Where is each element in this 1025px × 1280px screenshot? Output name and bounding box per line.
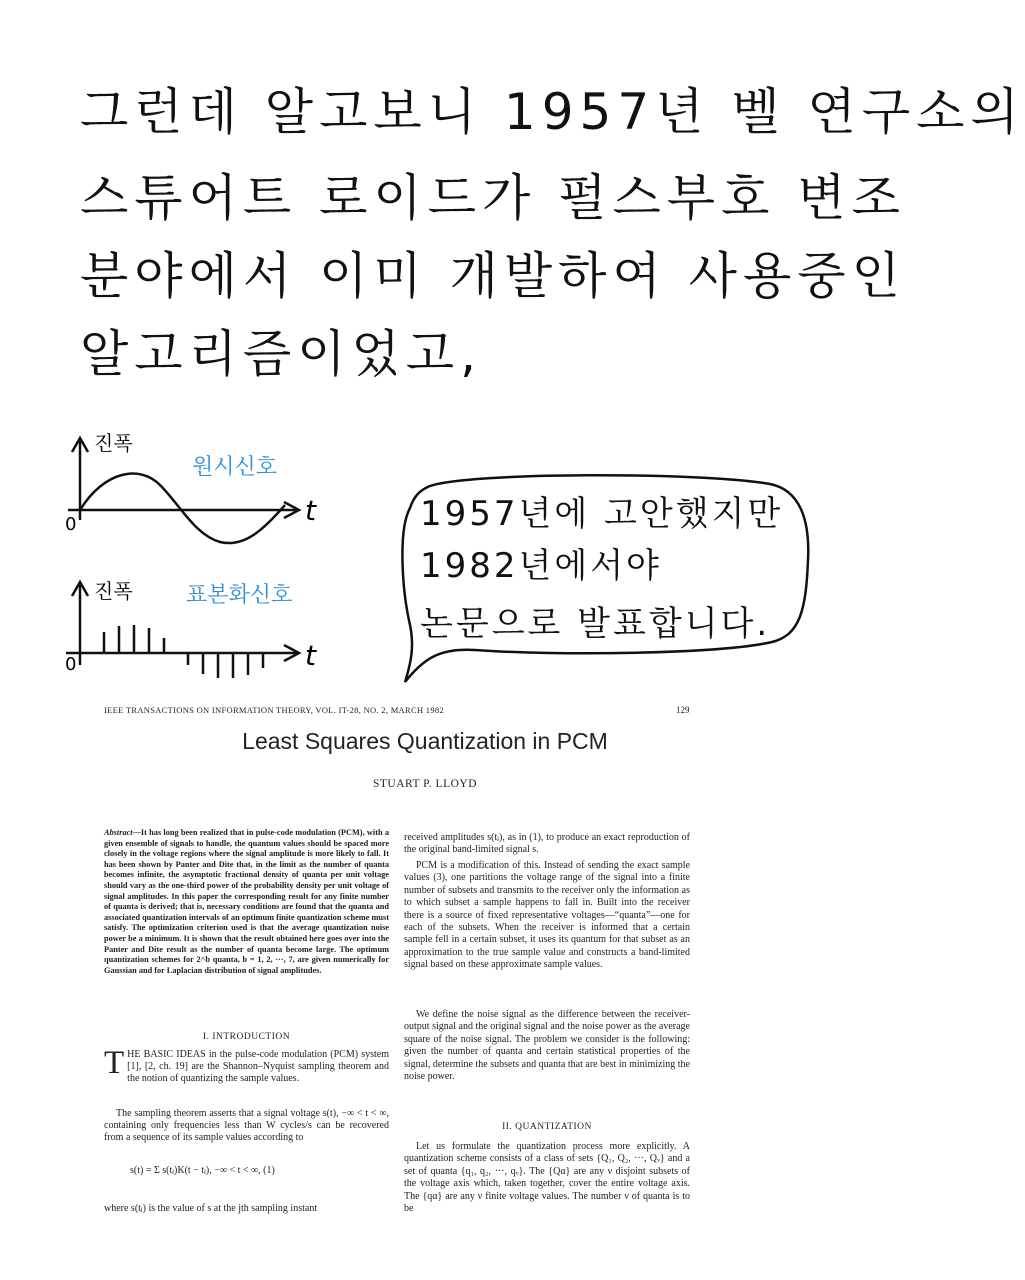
intro-heading: I. INTRODUCTION xyxy=(202,1032,291,1042)
right-paragraph-1: received amplitudes s(tⱼ), as in (1), to produce an exact reproduction of the original band-limited signal s. xyxy=(404,832,690,856)
top-origin-label: 0 xyxy=(65,514,77,535)
intro-paragraph-1 xyxy=(104,1045,389,1086)
right-paragraph-4: Let us formulate the quantization process more explicitly. A quantization scheme consists of a class of sets {Q₁, Q₂, ···, Qᵥ} and a set of quanta {q₁, q₂, ···, qᵥ}. The {Qα} are any ν disjoint subsets of the voltage axis which, taken together, cover the entire voltage axis. The {qα} are any ν finite voltage values. The number ν of quanta is to be xyxy=(404,1141,690,1215)
bottom-amplitude-label: 진폭 xyxy=(94,579,133,603)
narration-line-1: 그런데 알고보니 1957년 벨 연구소의 xyxy=(80,83,1025,141)
sampled-signal-plot xyxy=(65,579,317,678)
drop-cap: T xyxy=(104,1045,125,1081)
equation-1: s(t) = Σ s(tⱼ)K(t − tⱼ), −∞ < t < ∞, (1) xyxy=(130,1165,275,1176)
original-signal-plot xyxy=(65,431,317,543)
bottom-signal-label: 표본화신호 xyxy=(186,583,293,608)
intro-paragraph-3: where s(tⱼ) is the value of s at the jth sampling instant xyxy=(104,1203,318,1214)
page-number: 129 xyxy=(676,705,690,715)
bubble-line-1: 1957년에 고안했지만 xyxy=(420,494,784,534)
abstract xyxy=(104,828,389,976)
bottom-time-label: t xyxy=(305,639,316,672)
top-signal-label: 원시신호 xyxy=(192,455,278,480)
right-paragraph-2: PCM is a modification of this. Instead of sending the exact sample values (3), one partitions the voltage range of the signal into a finite number of subsets and transmits to the receiver only the information as to which subset a sample happens to fall in. Built into the receiver there is a source of fixed representative voltages—“quanta”—one for each of the subsets. When the receiver is informed that a certain sample fell in a certain subset, it uses its quantum for that subset as an approximation to the true sample value and constructs a band-limited signal based on these approximate sample values. xyxy=(404,860,690,971)
narration-line-3: 분야에서 이미 개발하여 사용중인 xyxy=(80,247,906,305)
top-time-label: t xyxy=(305,494,316,527)
original-sine-wave xyxy=(80,474,285,544)
abstract-lead: Abstract xyxy=(104,828,133,837)
paper-title: Least Squares Quantization in PCM xyxy=(242,728,608,754)
narration-line-4: 알고리즘이었고, xyxy=(80,325,482,383)
bubble-line-2: 1982년에서야 xyxy=(420,546,662,586)
paper-author: STUART P. LLOYD xyxy=(372,778,478,790)
bubble-line-3: 논문으로 발표합니다. xyxy=(420,604,771,644)
narration-line-2: 스튜어트 로이드가 펄스부호 변조 xyxy=(80,169,906,227)
intro-paragraph-1-text: HE BASIC IDEAS in the pulse-code modulation (PCM) system [1], [2, ch. 19] are the Shannon–Nyquist sampling theorem and the notion of quantizing the sample values. xyxy=(127,1049,389,1085)
bottom-origin-label: 0 xyxy=(65,654,77,675)
sample-pulses xyxy=(104,625,263,678)
journal-header: IEEE TRANSACTIONS ON INFORMATION THEORY, VOL. IT-28, NO. 2, MARCH 1982 xyxy=(104,705,445,715)
quantization-heading: II. QUANTIZATION xyxy=(502,1122,592,1132)
intro-paragraph-2: The sampling theorem asserts that a signal voltage s(t), −∞ < t < ∞, containing only frequencies less than W cycles/s can be recovered from a sequence of its sample values according to xyxy=(104,1108,389,1144)
top-amplitude-label: 진폭 xyxy=(94,431,133,455)
abstract-body: —It has long been realized that in pulse-code modulation (PCM), with a given ensemble of signals to handle, the quantum values should be spaced more closely in the voltage regions where the signal amplitude is more likely to fall. It has been shown by Panter and Dite that, in the limit as the number of quanta becomes infinite, the asymptotic fractional density of quanta per unit voltage should vary as the one-third power of the probability density per unit voltage of signal amplitudes. In this paper the corresponding result for any finite number of quanta is derived; that is, necessary conditions are found that the quanta and associated quantization intervals of an optimum finite quantization scheme must satisfy. The optimization criterion used is that the average quantization noise power be a minimum. It is shown that the result obtained here goes over into the Panter and Dite result as the number of quanta become large. The optimum quantization schemes for 2^b quanta, b = 1, 2, ···, 7, are given numerically for Gaussian and for Laplacian distribution of signal amplitudes. xyxy=(104,828,389,975)
right-paragraph-3: We define the noise signal as the difference between the receiver-output signal and the original signal and the noise power as the average square of the noise signal. The problem we consider is the following: given the number of quanta and certain statistical properties of the signal, determine the subsets and quanta that are best in minimizing the noise power. xyxy=(404,1009,690,1083)
